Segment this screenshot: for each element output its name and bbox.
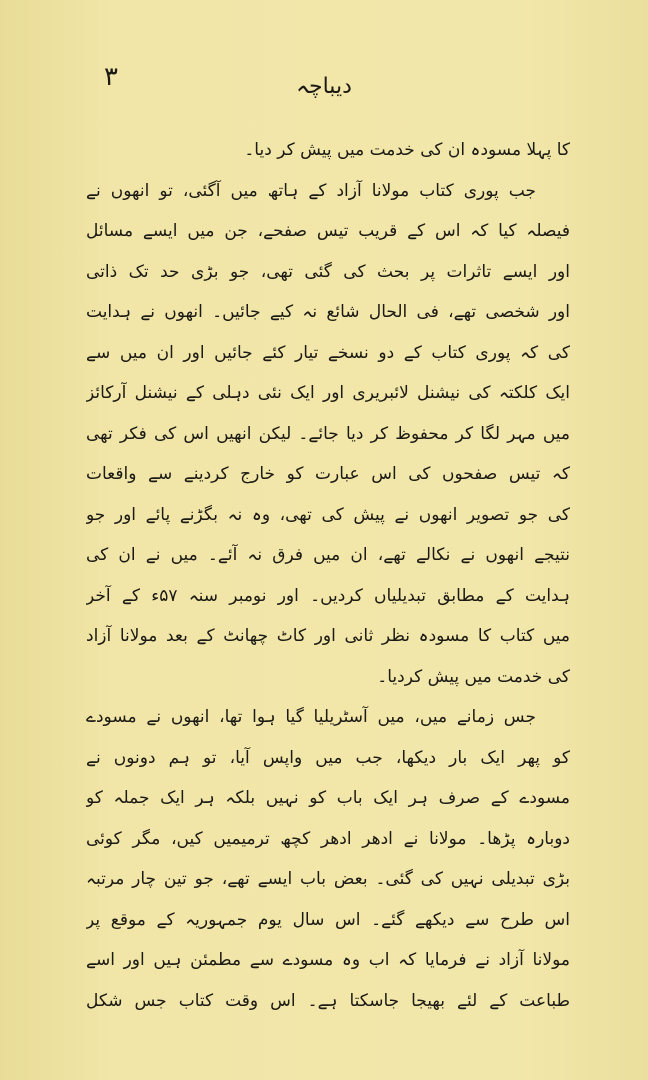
text-line: اس طرح سے دیکھے گئے۔ اس سال یوم جمہوریہ کے موقع پر [86,909,570,930]
text-line: کی جو تصویر انھوں نے پیش کی تھی، وہ نہ بگڑنے پائے اور جو [86,504,570,525]
text-line: کا پہلا مسودہ ان کی خدمت میں پیش کر دیا۔ [244,140,570,160]
text-line: کہ تیس صفحوں کی اس عبارت کو خارج کردینے سے واقعات [86,464,570,484]
text-line: مولانا آزاد نے فرمایا کہ اب وہ مسودے سے مطمئن ہیں اور اسے [86,950,570,970]
text-line: میں کتاب کا مسودہ نظر ثانی اور کاٹ چھانٹ کے بعد مولانا آزاد [86,626,570,646]
text-line: بڑی تبدیلی نہیں کی گئی۔ بعض باب ایسے تھے، جو تین چار مرتبہ [86,869,570,889]
text-line: ہدایت کے مطابق تبدیلیاں کردیں۔ اور نومبر سنہ ۵۷ء کے آخر [86,585,570,606]
text-line: کی کہ پوری کتاب کے دو نسخے تیار کئے جائیں اور ان میں سے [86,342,570,363]
text-line: جب پوری کتاب مولانا آزاد کے ہاتھ میں آگئی، تو انھوں نے [86,180,536,201]
text-line: جس زمانے میں، میں آسٹریلیا گیا ہوا تھا، انھوں نے مسودے [86,707,536,727]
text-line: مسودے کے صرف ہر ایک باب کو نہیں بلکہ ہر ایک جملہ کو [86,788,570,808]
text-line: فیصلہ کیا کہ اس کے قریب تیس صفحے، جن میں ایسے مسائل [86,221,570,241]
text-line: دوبارہ پڑھا۔ مولانا نے ادھر ادھر کچھ ترمیمیں کیں، مگر کوئی [86,828,570,849]
page-number: ۳ [104,62,118,92]
text-line: کو پھر ایک بار دیکھا، جب میں واپس آیا، تو ہم دونوں نے [86,747,570,768]
running-title: دیباچہ [296,74,352,99]
text-line: طباعت کے لئے بھیجا جاسکتا ہے۔ اس وقت کتاب جس شکل [86,990,570,1011]
text-line: ایک کلکتہ کی نیشنل لائبریری اور ایک نئی دہلی کے نیشنل آرکائز [86,383,570,403]
text-line: اور ایسے تاثرات پر بحث کی گئی تھی، جو بڑی حد تک ذاتی [86,261,570,282]
text-line: کی خدمت میں پیش کردیا۔ [377,666,570,687]
text-line: میں مہر لگا کر محفوظ کر دیا جائے۔ لیکن انھیں اس کی فکر تھی [86,423,570,444]
text-line: اور شخصی تھے، فی الحال شائع نہ کیے جائیں۔ انھوں نے ہدایت [86,302,570,322]
body-text [86,130,570,1021]
text-line: نتیجے انھوں نے نکالے تھے، ان میں فرق نہ آئے۔ میں نے ان کی [86,545,570,565]
